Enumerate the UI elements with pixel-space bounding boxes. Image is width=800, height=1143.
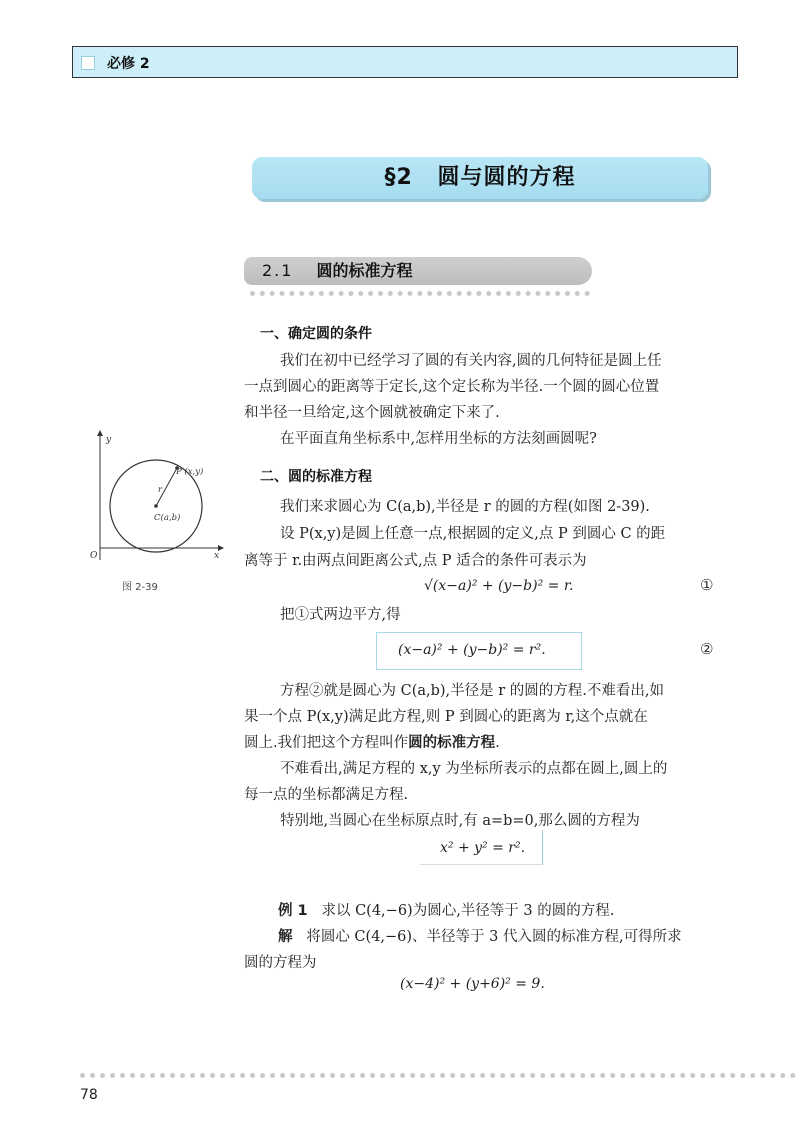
part2-p4-line1: 方程②就是圆心为 C(a,b),半径是 r 的圆的方程.不难看出,如 <box>280 683 665 699</box>
part1-para1-line1: 我们在初中已经学习了圆的有关内容,圆的几何特征是圆上任 <box>280 353 662 369</box>
section-title-banner <box>252 157 708 199</box>
part2-p4-line3 <box>244 730 734 756</box>
part2-p5-line1: 不难看出,满足方程的 x,y 为坐标所表示的点都在圆上,圆上的 <box>280 761 668 777</box>
example-1 <box>278 898 748 924</box>
part2-p2-line2: 离等于 r.由两点间距离公式,点 P 适合的条件可表示为 <box>244 553 587 569</box>
part1-para1-line2: 一点到圆心的距离等于定长,这个定长称为半径.一个圆的圆心位置 <box>244 379 660 395</box>
term-standard-equation: 圆的标准方程 <box>408 735 496 751</box>
solution-line2: 圆的方程为 <box>244 955 317 971</box>
axis-y-label: y <box>106 435 112 445</box>
solution-label: 解 <box>278 929 293 945</box>
equation-1-marker: ① <box>700 576 714 594</box>
part1-heading: 一、确定圆的条件 <box>260 326 372 342</box>
part2-p6: 特别地,当圆心在坐标原点时,有 a=b=0,那么圆的方程为 <box>280 813 640 829</box>
part2-p5-line2: 每一点的坐标都满足方程. <box>244 787 409 803</box>
header-square-icon <box>81 56 95 70</box>
axis-x-label: x <box>214 551 220 561</box>
equation-1: √(x−a)² + (y−b)² = r. <box>424 578 574 594</box>
equation-2: (x−a)² + (y−b)² = r². <box>398 642 546 658</box>
part1-para2: 在平面直角坐标系中,怎样用坐标的方法刻画圆呢? <box>280 431 597 447</box>
center-label: C(a,b) <box>154 513 181 523</box>
point-p-label: P (x,y) <box>176 467 204 477</box>
figure-circle-diagram <box>78 428 228 568</box>
header-label: 必修 2 <box>107 56 150 72</box>
example-text: 求以 C(4,−6)为圆心,半径等于 3 的圆的方程. <box>321 903 615 919</box>
part2-p3: 把①式两边平方,得 <box>280 607 401 623</box>
origin-label: O <box>90 551 98 561</box>
equation-2-marker: ② <box>700 640 714 658</box>
subsection-number: 2.1 <box>262 261 294 280</box>
dotted-divider-top <box>250 291 590 296</box>
example-label: 例 1 <box>278 903 308 919</box>
center-point <box>154 504 158 508</box>
p4-line3-end: . <box>495 735 500 751</box>
example-result-equation: (x−4)² + (y+6)² = 9. <box>400 976 545 992</box>
section-title: 圆与圆的方程 <box>437 165 576 190</box>
part2-p4-line2: 果一个点 P(x,y)满足此方程,则 P 到圆心的距离为 r,这个点就在 <box>244 709 648 725</box>
figure-caption: 图 2-39 <box>122 582 158 593</box>
subsection-banner <box>244 257 592 285</box>
page-number: 78 <box>80 1087 98 1103</box>
radius-label: r <box>158 485 163 495</box>
solution-text: 将圆心 C(4,−6)、半径等于 3 代入圆的标准方程,可得所求 <box>306 929 682 945</box>
p4-line3-text: 圆上.我们把这个方程叫作 <box>244 735 409 751</box>
part2-p2-line1: 设 P(x,y)是圆上任意一点,根据圆的定义,点 P 到圆心 C 的距 <box>280 526 666 542</box>
chapter-header-bar <box>72 46 738 78</box>
part1-para1-line3: 和半径一旦给定,这个圆就被确定下来了. <box>244 405 500 421</box>
subsection-title: 圆的标准方程 <box>316 261 413 280</box>
section-number: §2 <box>384 165 413 190</box>
dotted-divider-bottom <box>80 1073 796 1078</box>
part2-heading: 二、圆的标准方程 <box>260 469 372 485</box>
solution-line1 <box>278 924 748 950</box>
part2-p1: 我们来求圆心为 C(a,b),半径是 r 的圆的方程(如图 2-39). <box>280 499 650 515</box>
y-axis-arrow-icon <box>97 430 103 436</box>
equation-3: x² + y² = r². <box>440 840 526 856</box>
